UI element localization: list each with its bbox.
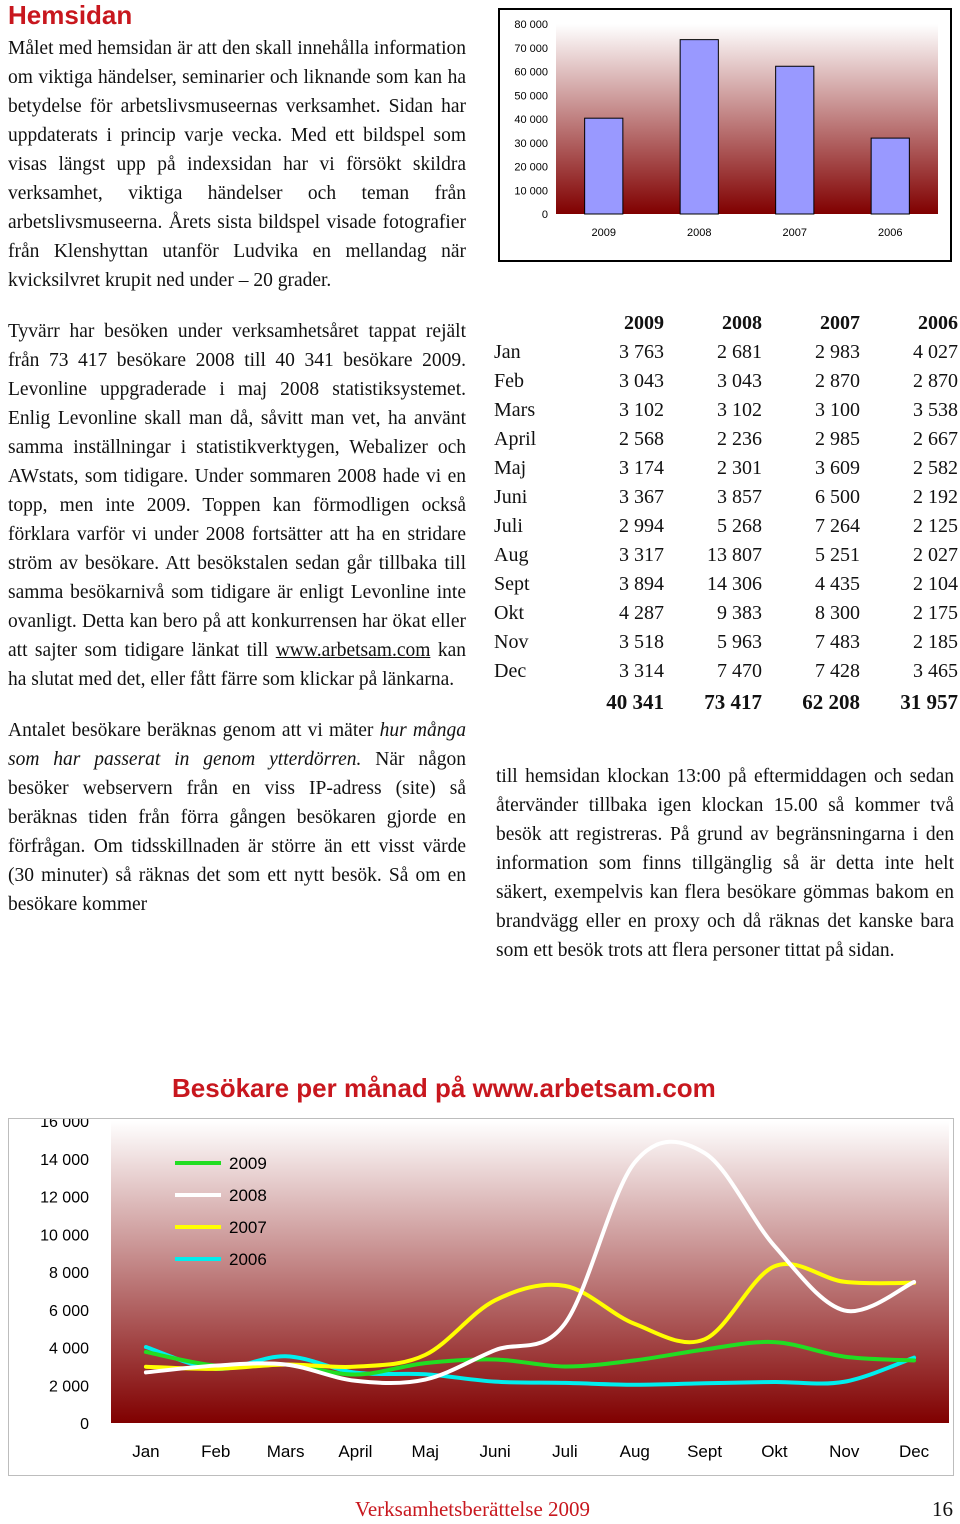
data-point [913, 1359, 916, 1362]
data-point [633, 1359, 636, 1362]
y-tick-label: 40 000 [514, 114, 548, 126]
paragraph-method [8, 716, 466, 919]
table-value-cell: 7 428 [815, 660, 860, 682]
bar [776, 66, 814, 214]
x-tick-label: 2006 [878, 227, 903, 239]
x-tick-label: Juli [552, 1442, 578, 1461]
x-tick-label: 2009 [591, 227, 616, 239]
table-value-cell: 2 236 [717, 428, 762, 450]
right-column-text [496, 762, 954, 965]
y-tick-label: 16 000 [40, 1119, 89, 1131]
data-point [843, 1355, 846, 1358]
data-point [843, 1309, 846, 1312]
table-value-cell: 2 870 [815, 370, 860, 392]
y-tick-label: 10 000 [40, 1227, 89, 1245]
table-header-year: 2006 [918, 311, 958, 334]
table-totals-label [494, 686, 566, 719]
paragraph-visitors-text: Tyvärr har besöken under verksamhetsåret tappat rejält från 73 417 besökare 2008 till 40 341 besökare 2009. Levonline uppgraderade i maj 2008 statistiksystemet. Enlig Levonline skall man då, såvitt man vet, ha använt samma inställningar i statistikverktygen, Webalizer och AWstats, som tidigare. Under sommaren 2008 hade vi en topp, men inte 2009. Toppen kan förmodligen också förklara varför vi under 2008 fortsätter att ha en stridare ström av besökare. Att besökstalen sedan går tillbaka till samma besökarnivå som tidigare är enligt Levonline inte ovanligt. Detta kan bero på att konkurrensen har ökat eller att sajter som tidigare länkat till [8, 321, 466, 661]
table-value-cell: 2 027 [913, 544, 958, 566]
table-value-cell: 3 857 [717, 486, 762, 508]
table-value-cell: 2 985 [815, 428, 860, 450]
data-point [773, 1380, 776, 1383]
y-tick-label: 4 000 [48, 1340, 89, 1358]
table-value-cell: 2 582 [913, 457, 958, 479]
table-total-cell: 40 341 [606, 690, 664, 714]
table-value-cell: 3 102 [619, 399, 664, 421]
yearly-bar-chart [498, 8, 952, 262]
data-point [424, 1378, 427, 1381]
paragraph-method-end: När någon besöker webservern från en viss IP-adress (site) så beräknas tiden från förra gången besökaren gjorde en förfrågan. Om tidsskillnaden är större än ett visst värde (30 minuter) så räknas det som ett nytt besök. Så om en besökare kommer [8, 749, 467, 915]
table-value-cell: 3 518 [619, 631, 664, 653]
table-value-cell: 6 500 [815, 486, 860, 508]
table-total-cell: 73 417 [704, 690, 762, 714]
x-tick-label: Dec [898, 1442, 930, 1461]
y-tick-label: 10 000 [514, 185, 548, 198]
table-month-cell: Okt [494, 602, 524, 624]
table-value-cell: 7 483 [815, 631, 860, 653]
x-tick-label: 2008 [687, 227, 712, 239]
table-total-cell: 62 208 [802, 690, 860, 714]
data-point [144, 1371, 147, 1374]
data-point [494, 1299, 497, 1302]
data-point [843, 1380, 846, 1383]
table-month-cell: Sept [494, 573, 530, 595]
section-heading: Hemsidan [8, 0, 133, 30]
table-month-cell: Jan [494, 341, 521, 363]
data-point [773, 1341, 776, 1344]
page-number: 16 [932, 1497, 953, 1521]
data-point [214, 1364, 217, 1367]
data-point [703, 1382, 706, 1385]
y-tick-label: 80 000 [514, 19, 548, 31]
data-point [354, 1379, 357, 1382]
data-point [424, 1353, 427, 1356]
table-value-cell: 2 681 [717, 341, 762, 363]
table-value-cell: 8 300 [815, 602, 860, 624]
data-point [494, 1380, 497, 1383]
table-value-cell: 3 102 [717, 399, 762, 421]
data-point [563, 1365, 566, 1368]
table-value-cell: 2 301 [717, 457, 762, 479]
data-point [703, 1348, 706, 1351]
data-point [633, 1161, 636, 1164]
table-totals-row [494, 686, 958, 719]
x-tick-label: Mars [266, 1442, 305, 1461]
table-value-cell: 3 609 [815, 457, 860, 479]
monthly-line-chart [8, 1118, 954, 1476]
data-point [424, 1362, 427, 1365]
table-row [494, 338, 958, 367]
paragraph-method-start: Antalet besökare beräknas genom att vi mäter [8, 720, 380, 741]
data-point [633, 1383, 636, 1386]
table-row [494, 396, 958, 425]
footer-title: Verksamhetsberättelse 2009 [355, 1497, 591, 1521]
data-point [563, 1284, 566, 1287]
table-value-cell: 2 192 [913, 486, 958, 508]
table-row [494, 483, 958, 512]
legend-label: 2008 [229, 1186, 267, 1205]
table-value-cell: 3 317 [619, 544, 664, 566]
y-tick-label: 50 000 [514, 90, 548, 103]
x-tick-label: Aug [619, 1442, 650, 1461]
monthly-visitors-table [494, 308, 958, 719]
paragraph-method-emphasis: hur många som har passerat in genom ytterdörren. [8, 720, 466, 770]
x-tick-label: April [338, 1442, 373, 1461]
table-value-cell: 3 538 [913, 399, 958, 421]
table-value-cell: 13 807 [707, 544, 762, 566]
y-tick-label: 14 000 [40, 1151, 89, 1169]
table-month-cell: Aug [494, 544, 529, 566]
table-month-cell: April [494, 428, 537, 450]
legend-label: 2009 [229, 1154, 267, 1173]
table-value-cell: 2 125 [913, 515, 958, 537]
x-tick-label: Jan [132, 1442, 160, 1461]
line-chart-title: Besökare per månad på www.arbetsam.com [172, 1073, 716, 1103]
table-value-cell: 3 367 [619, 486, 664, 508]
data-point [843, 1280, 846, 1283]
data-point [563, 1381, 566, 1384]
y-tick-label: 20 000 [514, 161, 548, 174]
table-month-cell: Feb [494, 370, 524, 392]
table-month-cell: Maj [494, 457, 527, 479]
data-point [633, 1322, 636, 1325]
table-header-year: 2009 [624, 311, 664, 334]
table-value-cell: 3 043 [717, 370, 762, 392]
data-point [144, 1350, 147, 1353]
y-tick-label: 70 000 [514, 42, 548, 55]
y-tick-label: 0 [80, 1416, 89, 1433]
table-value-cell: 2 175 [913, 602, 958, 624]
paragraph-visitors-end: kan ha slutat med det, eller fått färre som klickar på länkarna. [8, 640, 466, 690]
data-point [703, 1151, 706, 1154]
table-value-cell: 2 667 [913, 428, 958, 450]
table-value-cell: 2 870 [913, 370, 958, 392]
data-point [144, 1345, 147, 1348]
arbetsam-link[interactable]: www.arbetsam.com [275, 640, 431, 661]
y-tick-label: 2 000 [48, 1378, 89, 1396]
table-row [494, 454, 958, 483]
table-value-cell: 3 100 [815, 399, 860, 421]
y-tick-label: 8 000 [48, 1265, 89, 1282]
table-value-cell: 2 185 [913, 631, 958, 653]
table-value-cell: 5 251 [815, 544, 860, 566]
y-tick-label: 60 000 [514, 66, 548, 79]
table-month-cell: Juni [494, 486, 528, 508]
data-point [773, 1244, 776, 1247]
y-tick-label: 30 000 [514, 137, 548, 150]
table-value-cell: 14 306 [707, 573, 762, 595]
data-point [424, 1373, 427, 1376]
table-row [494, 657, 958, 686]
table-value-cell: 3 043 [619, 370, 664, 392]
table-row [494, 425, 958, 454]
data-point [214, 1367, 217, 1370]
x-tick-label: Sept [687, 1442, 723, 1461]
table-header-year: 2008 [722, 311, 762, 334]
y-tick-label: 6 000 [48, 1302, 89, 1320]
data-point [284, 1355, 287, 1358]
table-value-cell: 2 983 [815, 341, 860, 363]
left-column-text [8, 34, 466, 919]
table-month-cell: Mars [494, 399, 536, 421]
table-value-cell: 7 264 [815, 515, 860, 537]
legend-label: 2006 [229, 1250, 267, 1269]
data-point [144, 1365, 147, 1368]
table-value-cell: 3 465 [913, 660, 958, 682]
table-value-cell: 5 268 [717, 515, 762, 537]
table-row [494, 599, 958, 628]
x-tick-label: Okt [761, 1442, 788, 1461]
data-point [354, 1373, 357, 1376]
table-value-cell: 5 963 [717, 631, 762, 653]
table-row [494, 570, 958, 599]
table-value-cell: 9 383 [717, 602, 762, 624]
bar [871, 138, 909, 214]
table-header-empty [494, 308, 566, 338]
y-tick-label: 0 [541, 209, 548, 221]
x-tick-label: Nov [829, 1442, 860, 1461]
table-value-cell: 2 104 [913, 573, 958, 595]
table-value-cell: 4 435 [815, 573, 860, 595]
table-value-cell: 3 894 [619, 573, 664, 595]
data-point [703, 1338, 706, 1341]
x-tick-label: Juni [479, 1442, 511, 1461]
bar [585, 118, 623, 214]
y-tick-label: 12 000 [40, 1189, 89, 1207]
paragraph-continued: till hemsidan klockan 13:00 på eftermiddagen och sedan återvänder tillbaka igen klockan 15.00 så kommer två besök att registreras. På grund av begränsningarna i den information som finns tillgänglig så är detta inte helt säkert, exempelvis kan flera besökare gömmas bakom en brandvägg eller en proxy och då räknas det kanske bara som ett besök trots att flera personer tittat på sidan. [496, 766, 954, 961]
table-header-row [494, 308, 958, 338]
table-value-cell: 4 027 [913, 341, 958, 363]
table-value-cell: 3 174 [619, 457, 664, 479]
data-point [284, 1363, 287, 1366]
data-point [563, 1322, 566, 1325]
table-row [494, 512, 958, 541]
bar [680, 40, 718, 214]
table-value-cell: 2 568 [619, 428, 664, 450]
table-value-cell: 3 314 [619, 660, 664, 682]
table-total-cell: 31 957 [900, 690, 958, 714]
paragraph-intro: Målet med hemsidan är att den skall innehålla information om viktiga händelser, seminarier och liknande som kan ha betydelse för arbetslivsmuseernas verksamhet. Sidan har uppdaterats i princip varje vecka. Med ett bildspel som visas längst upp på indexsidan har vi försökt skildra verksamhet, viktiga händelser och teman från arbetslivsmuseerna. Årets sista bildspel visade fotografier från Klenshyttan utanför Ludvika en mellandag när kvicksilvret krupit ned under – 20 grader. [8, 38, 466, 291]
x-tick-label: 2007 [782, 227, 807, 239]
table-row [494, 367, 958, 396]
paragraph-visitors [8, 317, 466, 694]
table-month-cell: Nov [494, 631, 529, 653]
x-tick-label: Maj [411, 1442, 439, 1461]
data-point [494, 1358, 497, 1361]
table-header-year: 2007 [820, 311, 860, 334]
table-value-cell: 2 994 [619, 515, 664, 537]
table-row [494, 541, 958, 570]
data-point [913, 1281, 916, 1284]
table-value-cell: 7 470 [717, 660, 762, 682]
table-row [494, 628, 958, 657]
table-month-cell: Dec [494, 660, 527, 682]
data-point [773, 1265, 776, 1268]
line-chart-svg [9, 1119, 953, 1475]
bar-chart-svg [500, 10, 950, 260]
data-point [354, 1365, 357, 1368]
table-value-cell: 3 763 [619, 341, 664, 363]
table-value-cell: 4 287 [619, 602, 664, 624]
x-tick-label: Feb [201, 1442, 231, 1461]
table-month-cell: Juli [494, 515, 523, 537]
data-point [494, 1349, 497, 1352]
legend-label: 2007 [229, 1218, 267, 1237]
